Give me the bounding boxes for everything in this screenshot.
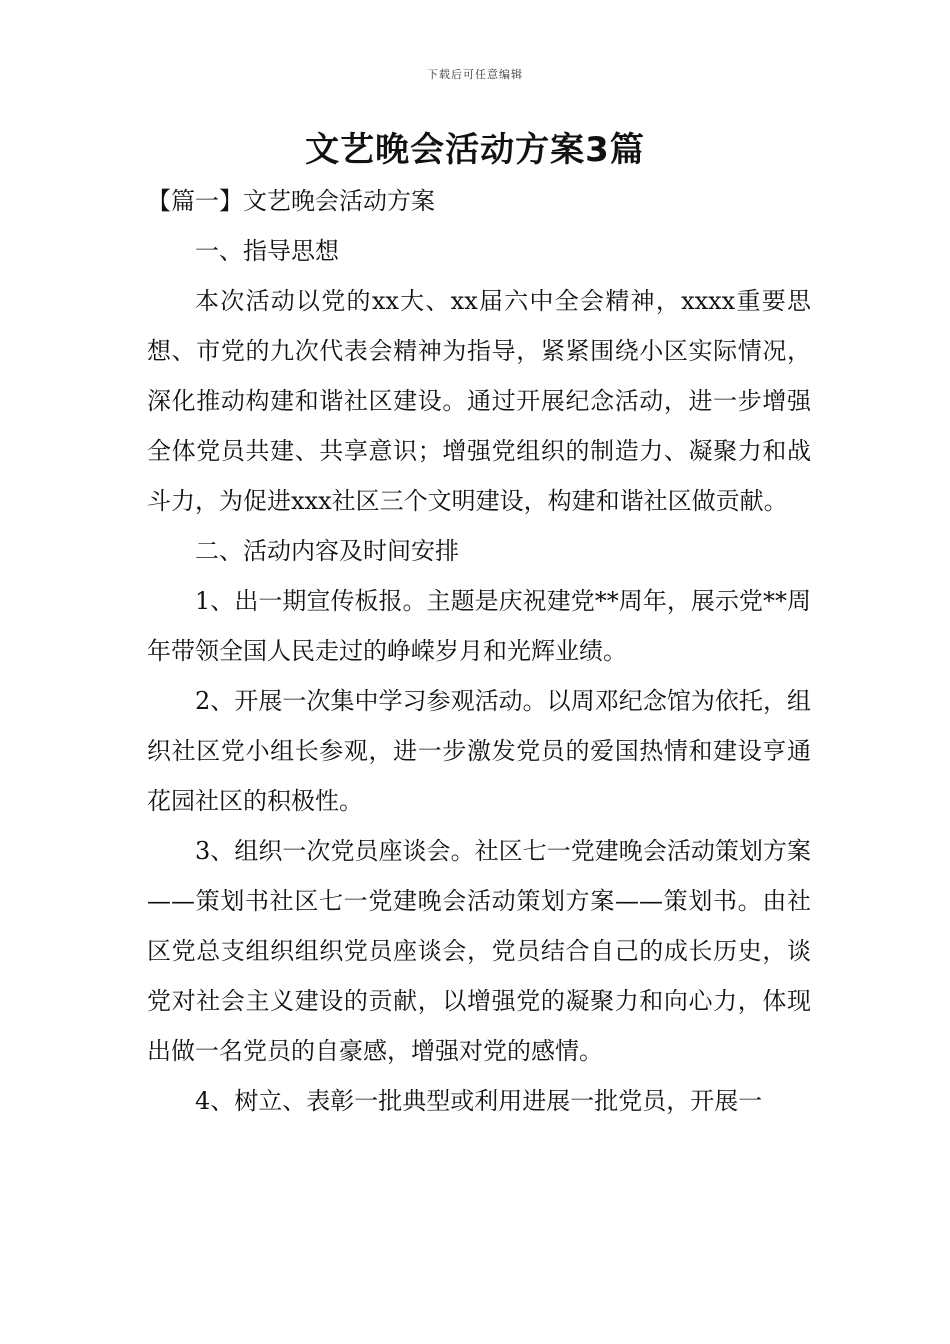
- paragraph-item-1: 1、出一期宣传板报。主题是庆祝建党**周年，展示党**周年带领全国人民走过的峥嵘岁月和光辉业绩。: [147, 587, 811, 665]
- heading-guiding-ideology: 一、指导思想: [195, 237, 339, 265]
- heading-activity-content: 二、活动内容及时间安排: [195, 537, 459, 565]
- paragraph-item-2: 2、开展一次集中学习参观活动。以周邓纪念馆为依托，组织社区党小组长参观，进一步激发党员的爱国热情和建设亨通花园社区的积极性。: [147, 687, 811, 815]
- document-title: 文艺晚会活动方案3篇: [305, 130, 645, 170]
- paragraph-item-3: 3、组织一次党员座谈会。社区七一党建晚会活动策划方案——策划书社区七一党建晚会活动策划方案——策划书。由社区党总支组织组织党员座谈会，党员结合自己的成长历史，谈党对社会主义建设的贡献，以增强党的凝聚力和向心力，体现出做一名党员的自豪感，增强对党的感情。: [147, 837, 811, 1065]
- header-note: 下载后可任意编辑: [427, 68, 523, 81]
- paragraph-item-4: 4、树立、表彰一批典型或利用进展一批党员，开展一: [195, 1087, 763, 1115]
- paragraph-guiding-ideology: 本次活动以党的xx大、xx届六中全会精神，xxxx重要思想、市党的九次代表会精神为指导，紧紧围绕小区实际情况，深化推动构建和谐社区建设。通过开展纪念活动，进一步增强全体党员共建、共享意识；增强党组织的制造力、凝聚力和战斗力，为促进xxx社区三个文明建设，构建和谐社区做贡献。: [147, 287, 811, 515]
- section-heading: 【篇一】文艺晚会活动方案: [147, 187, 435, 215]
- document-body: [147, 176, 811, 1126]
